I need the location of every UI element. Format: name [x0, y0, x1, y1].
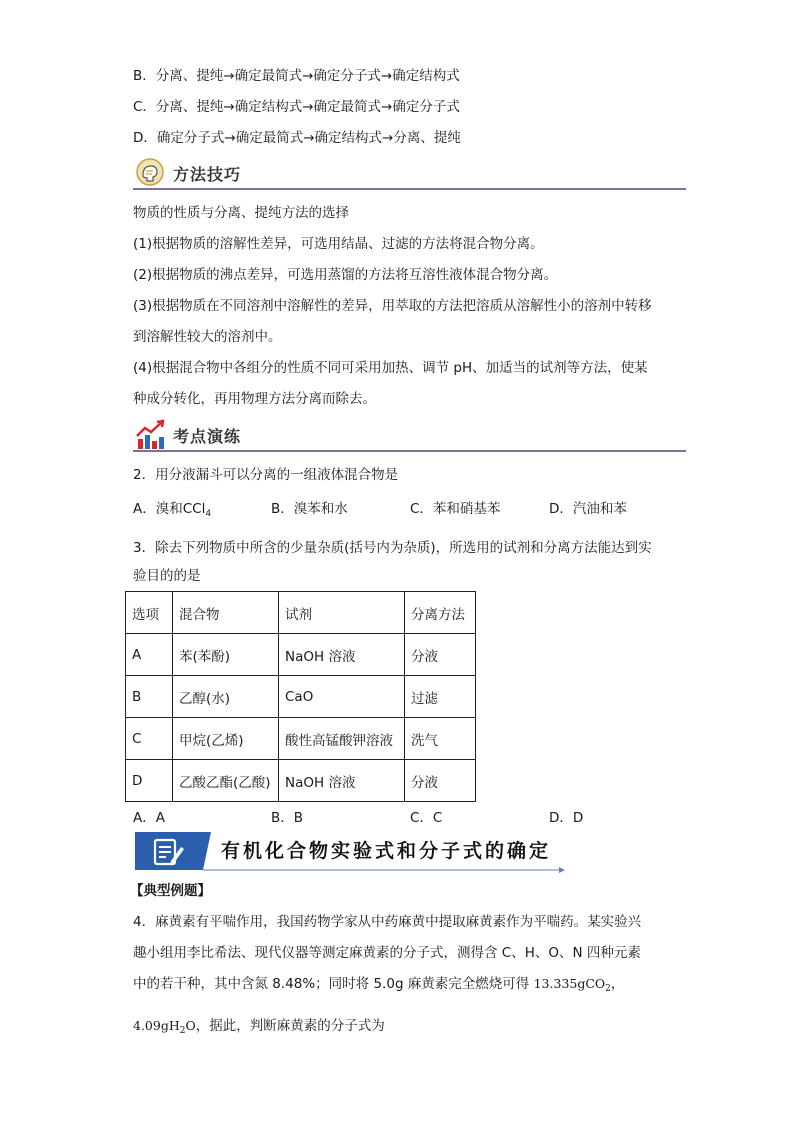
table-cell: 苯(苯酚): [173, 634, 279, 676]
table-row: [126, 676, 476, 718]
table-cell: A: [126, 634, 173, 676]
q4-line-2: 趣小组用李比希法、现代仪器等测定麻黄素的分子式，测得含 C、H、O、N 四种元素: [133, 945, 641, 961]
table-cell: 甲烷(乙烯): [173, 718, 279, 760]
q3-answer-a: A．A: [133, 810, 165, 826]
table-cell: 乙酸乙酯(乙酸): [173, 760, 279, 802]
table-header-cell: 选项: [126, 592, 173, 634]
q4-line-3: [133, 975, 624, 998]
table-cell: 洗气: [405, 718, 476, 760]
q3-answer-c: C．C: [410, 810, 443, 826]
table-header-row: [126, 592, 476, 634]
table-cell: D: [126, 760, 173, 802]
q4-line-4: [133, 1017, 385, 1040]
method-point-4-line-2: 种成分转化，再用物理方法分离而除去。: [133, 391, 376, 407]
brain-gear-icon: [135, 157, 165, 187]
q2-option-a-subscript: 4: [205, 509, 212, 519]
q1-option-d: D．确定分子式→确定最简式→确定结构式→分离、提纯: [133, 130, 461, 146]
q4-line-3-text: 中的若干种，其中含氮 8.48%；同时将 5.0g 麻黄素完全燃烧可得: [133, 976, 530, 992]
section-banner: [133, 828, 573, 874]
co2-mass-value: 13.335g: [533, 976, 586, 991]
h2o-formula-h: H: [168, 1018, 180, 1033]
q2-option-a-formula: CCl: [182, 501, 206, 517]
q4-line-3-comma: ，: [610, 976, 625, 992]
table-cell: 酸性高锰酸钾溶液: [279, 718, 405, 760]
q3-answer-b: B．B: [271, 810, 304, 826]
q2-options: [133, 500, 693, 518]
co2-subscript: 2: [605, 984, 611, 994]
table-cell: 分液: [405, 760, 476, 802]
table-header-cell: 分离方法: [405, 592, 476, 634]
table-cell: 过滤: [405, 676, 476, 718]
h2o-subscript: 2: [179, 1026, 186, 1036]
banner-title: 有机化合物实验式和分子式的确定: [221, 840, 552, 862]
q2-option-a-text: A．溴和: [133, 501, 183, 517]
method-section-title: 方法技巧: [173, 165, 242, 184]
q4-line-4-text: ，据此，判断麻黄素的分子式为: [195, 1018, 385, 1034]
method-intro: 物质的性质与分离、提纯方法的选择: [133, 205, 349, 221]
co2-formula: CO: [585, 976, 606, 991]
q3-answer-d: D．D: [549, 810, 584, 826]
q2-option-b: B．溴苯和水: [271, 501, 348, 517]
table-cell: B: [126, 676, 173, 718]
h2o-formula-o: O: [185, 1018, 196, 1033]
q4-line-1: 4．麻黄素有平喘作用，我国药物学家从中药麻黄中提取麻黄素作为平喘药。某实验兴: [133, 914, 642, 930]
method-section-rule: [133, 188, 686, 190]
method-point-3-line-2: 到溶解性较大的溶剂中。: [133, 329, 282, 345]
table-header-cell: 试剂: [279, 592, 405, 634]
table-header-cell: 混合物: [173, 592, 279, 634]
bar-chart-arrow-icon: [135, 419, 167, 451]
table-cell: C: [126, 718, 173, 760]
q2-option-a: [133, 500, 211, 523]
method-point-1: (1)根据物质的溶解性差异，可选用结晶、过滤的方法将混合物分离。: [133, 236, 544, 252]
example-label: 【典型例题】: [130, 883, 211, 899]
notepad-pencil-icon: [151, 835, 185, 869]
practice-section-title: 考点演练: [173, 427, 242, 446]
q2-option-d: D．汽油和苯: [549, 501, 627, 517]
q2-stem: 2．用分液漏斗可以分离的一组液体混合物是: [133, 467, 399, 483]
method-section-header: [133, 156, 686, 190]
practice-section-header: [133, 418, 686, 452]
co2-mass: [533, 976, 611, 994]
q1-option-c: C．分离、提纯→确定结构式→确定最简式→确定分子式: [133, 99, 460, 115]
method-point-2: (2)根据物质的沸点差异，可选用蒸馏的方法将互溶性液体混合物分离。: [133, 267, 558, 283]
table-cell: 分液: [405, 634, 476, 676]
q3-table: [125, 591, 476, 802]
table-cell: CaO: [279, 676, 405, 718]
table-cell: NaOH 溶液: [279, 760, 405, 802]
h2o-mass-value: 4.09g: [133, 1018, 169, 1033]
table-cell: NaOH 溶液: [279, 634, 405, 676]
h2o-mass: [133, 1018, 196, 1036]
table-row: [126, 760, 476, 802]
table-row: [126, 634, 476, 676]
q3-answers: [133, 809, 693, 827]
q3-stem-line-2: 验目的的是: [133, 568, 201, 584]
method-point-3-line-1: (3)根据物质在不同溶剂中溶解性的差异，用萃取的方法把溶质从溶解性小的溶剂中转移: [133, 298, 652, 314]
table-row: [126, 718, 476, 760]
q2-option-c: C．苯和硝基苯: [410, 501, 501, 517]
table-cell: 乙醇(水): [173, 676, 279, 718]
method-point-4-line-1: (4)根据混合物中各组分的性质不同可采用加热、调节 pH、加适当的试剂等方法，使某: [133, 360, 648, 376]
practice-section-rule: [133, 450, 686, 452]
q3-stem-line-1: 3．除去下列物质中所含的少量杂质(括号内为杂质)，所选用的试剂和分离方法能达到实: [133, 540, 652, 556]
q1-option-b: B．分离、提纯→确定最简式→确定分子式→确定结构式: [133, 68, 460, 84]
